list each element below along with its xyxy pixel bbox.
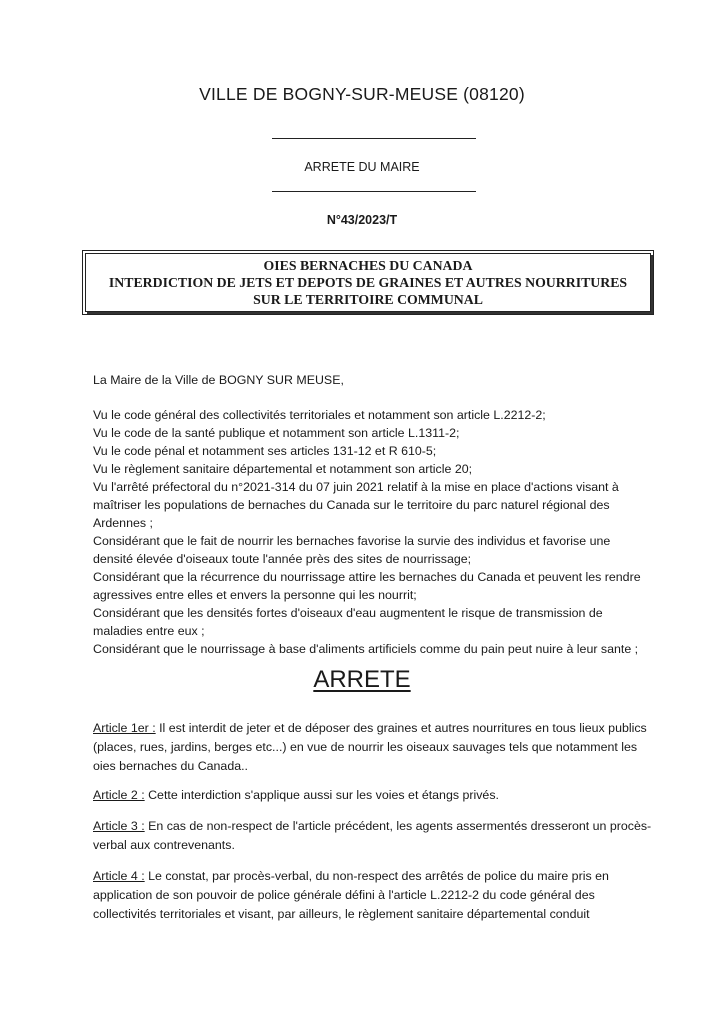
subject-title-line-2: INTERDICTION DE JETS ET DEPOTS DE GRAINES ET AUTRES NOURRITURES <box>108 275 628 290</box>
article-2 <box>93 786 653 805</box>
arrete-number: N°43/2023/T <box>326 213 398 227</box>
subject-title-box-inner <box>85 253 651 312</box>
consideration-item: Considérant que le nourrissage à base d'aliments artificiels comme du pain peut nuire à leur sante ; <box>93 642 639 656</box>
article-text: En cas de non-respect de l'article précédent, les agents assermentés dresseront un procès-verbal aux contrevenants. <box>93 819 652 852</box>
article-label: Article 4 : <box>93 869 145 883</box>
article-label: Article 3 : <box>93 819 145 833</box>
subject-title-box <box>82 250 654 315</box>
town-title: VILLE DE BOGNY-SUR-MEUSE (08120) <box>199 84 525 104</box>
consideration-item: Considérant que le fait de nourrir les bernaches favorise la survie des individus et favorise une densité élevée d'oiseaux toute l'année près des sites de nourrissage; <box>93 534 611 566</box>
consideration-item: Vu le code de la santé publique et notamment son article L.1311-2; <box>93 426 460 440</box>
document-type: ARRETE DU MAIRE <box>304 160 420 174</box>
article-4 <box>93 867 653 924</box>
consideration-item: Vu l'arrêté préfectoral du n°2021-314 du 07 juin 2021 relatif à la mise en place d'actions visant à maîtriser les populations de bernaches du Canada sur le territoire du parc naturel régional des Ardennes ; <box>93 480 619 530</box>
article-3 <box>93 817 653 855</box>
arrete-heading: ARRETE <box>313 666 411 693</box>
consideration-item: Vu le code pénal et notamment ses articles 131-12 et R 610-5; <box>93 444 437 458</box>
article-text: Cette interdiction s'applique aussi sur les voies et étangs privés. <box>144 788 499 802</box>
article-label: Article 2 : <box>93 788 145 802</box>
intro-statement: La Maire de la Ville de BOGNY SUR MEUSE, <box>93 373 344 387</box>
article-1 <box>93 719 653 776</box>
article-label: Article 1er : <box>93 721 156 735</box>
considerations-list <box>93 406 653 658</box>
article-text: Il est interdit de jeter et de déposer des graines et autres nourritures en tous lieux publics (places, rues, jardins, berges etc...) en vue de nourrir les oiseaux sauvages tels que notamment les oies bernaches du Canada.. <box>93 721 647 773</box>
header-divider-bottom <box>272 191 476 192</box>
consideration-item: Vu le code général des collectivités territoriales et notamment son article L.2212-2; <box>93 408 546 422</box>
subject-title-line-3: SUR LE TERRITOIRE COMMUNAL <box>253 292 483 307</box>
article-text: Le constat, par procès-verbal, du non-respect des arrêtés de police du maire pris en application de son pouvoir de police générale défini à l'article L.2212-2 du code général des collectivités territoriales et visant, par ailleurs, le règlement sanitaire départemental conduit <box>93 869 609 921</box>
consideration-item: Vu le règlement sanitaire départemental et notamment son article 20; <box>93 462 473 476</box>
header-divider-top <box>272 138 476 139</box>
subject-title-line-1: OIES BERNACHES DU CANADA <box>263 258 473 273</box>
consideration-item: Considérant que les densités fortes d'oiseaux d'eau augmentent le risque de transmission de maladies entre eux ; <box>93 606 603 638</box>
consideration-item: Considérant que la récurrence du nourrissage attire les bernaches du Canada et peuvent les rendre agressives entre elles et envers la personne qui les nourrit; <box>93 570 641 602</box>
